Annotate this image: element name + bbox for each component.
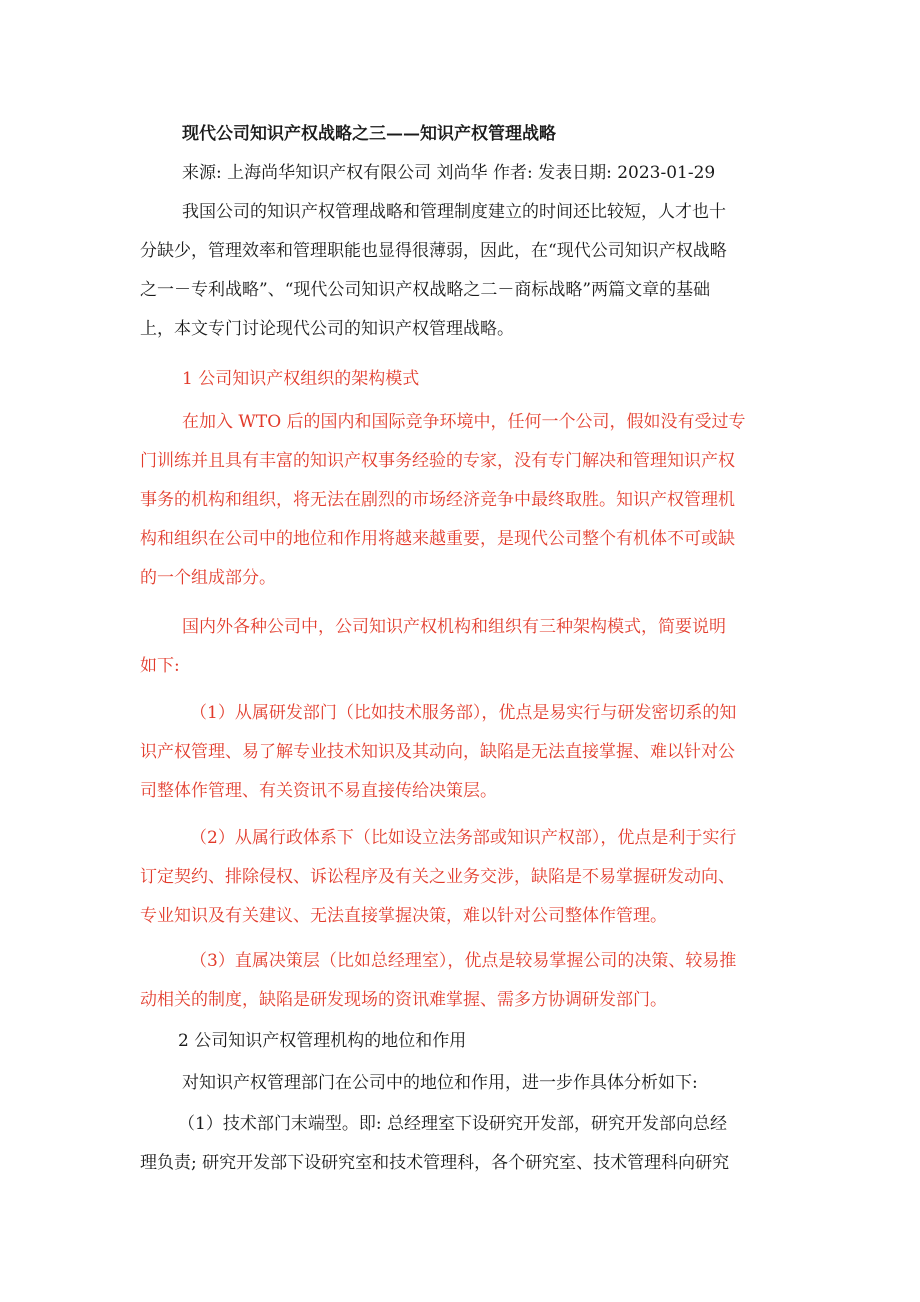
section1-heading: 1 公司知识产权组织的架构模式	[182, 369, 420, 389]
mode3-line-1: （3）直属决策层（比如总经理室），优点是较易掌握公司的决策、较易推	[190, 951, 737, 971]
intro-line-2: 分缺少，管理效率和管理职能也显得很薄弱，因此，在“现代公司知识产权战略	[140, 241, 727, 261]
intro-line-4: 上，本文专门讨论现代公司的知识产权管理战略。	[140, 319, 514, 339]
intro-line-1: 我国公司的知识产权管理战略和管理制度建立的时间还比较短，人才也十	[182, 202, 726, 222]
document-title: 现代公司知识产权战略之三——知识产权管理战略	[182, 124, 556, 144]
mode1-line-3: 司整体作管理、有关资讯不易直接传给决策层。	[140, 781, 497, 801]
section1-para1-line-1: 在加入 WTO 后的国内和国际竞争环境中，任何一个公司，假如没有受过专	[182, 412, 746, 432]
section1-para1-line-5: 的一个组成部分。	[140, 568, 276, 588]
section2-heading: 2 公司知识产权管理机构的地位和作用	[178, 1031, 467, 1051]
mode3-line-2: 动相关的制度，缺陷是研发现场的资讯难掌握、需多方协调研发部门。	[140, 990, 667, 1010]
section2-item1-line-1: （1）技术部门末端型。即: 总经理室下设研究开发部，研究开发部向总经	[178, 1114, 727, 1134]
section1-para2-line-1: 国内外各种公司中，公司知识产权机构和组织有三种架构模式，简要说明	[182, 617, 726, 637]
section1-para2-line-2: 如下:	[140, 656, 180, 676]
mode1-line-1: （1）从属研发部门（比如技术服务部），优点是易实行与研发密切系的知	[190, 703, 737, 723]
mode2-line-3: 专业知识及有关建议、无法直接掌握决策，难以针对公司整体作管理。	[140, 906, 667, 926]
intro-line-3: 之一－专利战略”、“现代公司知识产权战略之二－商标战略”两篇文章的基础	[140, 280, 711, 300]
mode2-line-1: （2）从属行政体系下（比如设立法务部或知识产权部），优点是利于实行	[190, 828, 737, 848]
section2-item1-line-2: 理负责; 研究开发部下设研究室和技术管理科，各个研究室、技术管理科向研究	[140, 1153, 730, 1173]
mode1-line-2: 识产权管理、易了解专业技术知识及其动向，缺陷是无法直接掌握、难以针对公	[140, 742, 735, 762]
mode2-line-2: 订定契约、排除侵权、诉讼程序及有关之业务交涉，缺陷是不易掌握研发动向、	[140, 867, 735, 887]
section1-para1-line-4: 构和组织在公司中的地位和作用将越来越重要，是现代公司整个有机体不可或缺	[140, 529, 735, 549]
source-line: 来源: 上海尚华知识产权有限公司 刘尚华 作者: 发表日期: 2023-01-29	[182, 163, 716, 183]
section1-para1-line-3: 事务的机构和组织，将无法在剧烈的市场经济竞争中最终取胜。知识产权管理机	[140, 490, 735, 510]
section1-para1-line-2: 门训练并且具有丰富的知识产权事务经验的专家，没有专门解决和管理知识产权	[140, 451, 735, 471]
section2-para1: 对知识产权管理部门在公司中的地位和作用，进一步作具体分析如下:	[182, 1073, 698, 1093]
